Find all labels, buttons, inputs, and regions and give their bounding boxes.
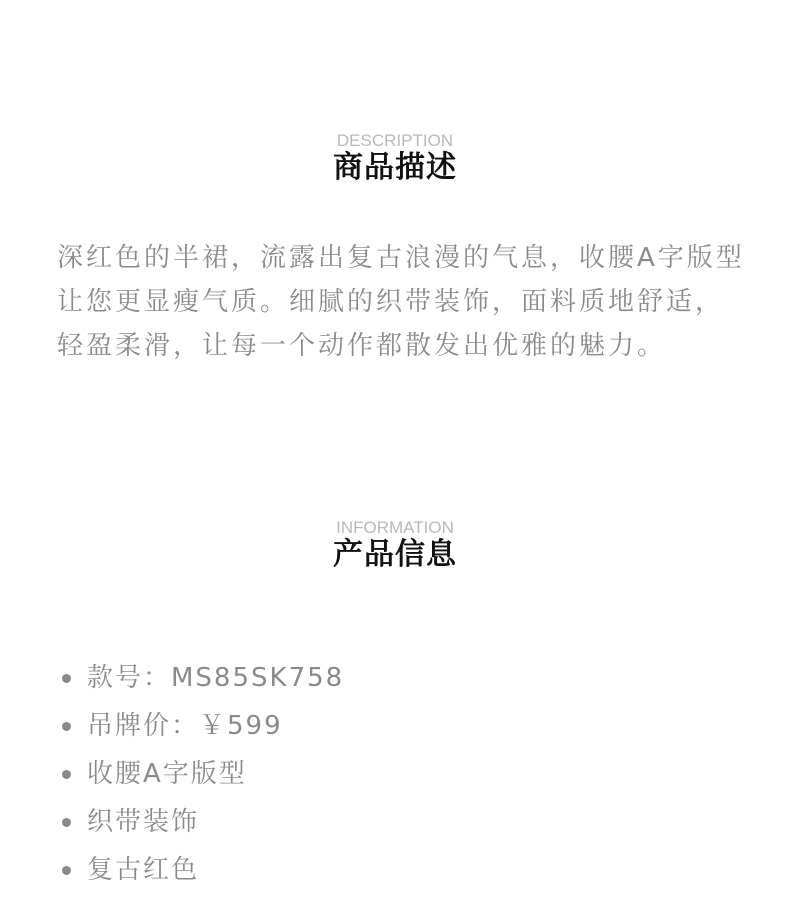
bullet-icon [62,722,71,731]
information-eyebrow: INFORMATION [336,518,454,537]
info-item-label: 织带装饰 [87,807,200,837]
info-item-label: 款号：MS85SK758 [87,663,345,693]
product-info-list [57,654,344,894]
description-title: 商品描述 [333,150,457,185]
info-item-color [57,846,344,894]
description-body: 深红色的半裙，流露出复古浪漫的气息，收腰A字版型让您更显瘦气质。细腻的织带装饰，面料质地舒适，轻盈柔滑，让每一个动作都散发出优雅的魅力。 [57,243,745,361]
bullet-icon [62,770,71,779]
bullet-icon [62,674,71,683]
information-title: 产品信息 [333,537,457,572]
description-eyebrow: DESCRIPTION [336,131,454,150]
info-item-label: 收腰A字版型 [87,759,247,789]
description-section [0,131,790,185]
bullet-icon [62,818,71,827]
info-item-label: 吊牌价：￥599 [87,711,283,741]
info-item-label: 复古红色 [87,855,200,885]
information-section [0,518,790,572]
info-item-fit [57,750,344,798]
info-item-style-number [57,654,344,702]
info-item-tag-price [57,702,344,750]
info-item-detail [57,798,344,846]
bullet-icon [62,866,71,875]
